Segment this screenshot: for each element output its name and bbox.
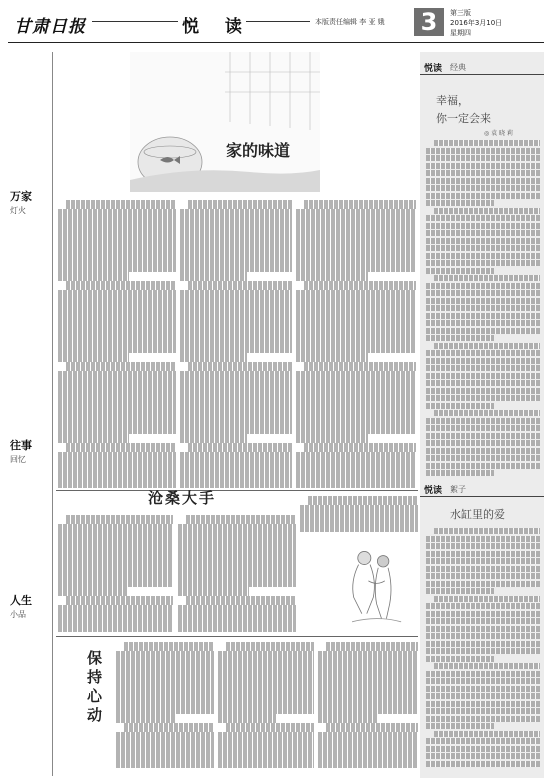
body-text-line (426, 283, 540, 289)
body-text-line (426, 648, 540, 654)
masthead (0, 0, 550, 46)
body-text-line (296, 371, 416, 380)
body-text-line (296, 470, 416, 479)
body-text-line (178, 623, 296, 632)
body-text-line (426, 566, 540, 572)
right-banner-rule (420, 496, 544, 497)
edition-info (450, 8, 502, 38)
issue-date: 2016年3月10日 (450, 19, 503, 27)
right-article-2-title: 水缸里的爱 (450, 508, 505, 521)
body-text-line (180, 425, 292, 434)
body-text-line (66, 596, 173, 605)
body-text-line (116, 732, 214, 741)
body-text-line (300, 523, 418, 532)
section-label-wangshi (10, 437, 50, 465)
body-text-line (426, 290, 540, 296)
article-divider-1 (56, 490, 418, 491)
body-text-line (426, 753, 540, 759)
section-label-sub: 小品 (10, 610, 26, 619)
section-label-sub: 回忆 (10, 455, 26, 464)
right-banner-tag: 悦读 (424, 486, 443, 496)
body-text-line (426, 253, 540, 259)
body-text-line (296, 425, 416, 434)
body-text-line (180, 353, 247, 362)
body-text-line (434, 140, 540, 146)
body-text-line (296, 452, 416, 461)
body-text-line (318, 741, 418, 750)
body-text-line (318, 732, 418, 741)
body-text-line (124, 723, 214, 732)
body-text-line (180, 236, 292, 245)
body-text-line (218, 741, 314, 750)
body-text-line (426, 305, 540, 311)
body-text-line (188, 443, 292, 452)
body-text-line (426, 558, 540, 564)
body-text-line (180, 317, 292, 326)
body-text-line (318, 696, 418, 705)
body-text-line (426, 238, 540, 244)
main-article-title: 家的味道 (226, 141, 291, 160)
body-text-line (434, 596, 540, 602)
body-text-line (58, 227, 176, 236)
page-number-badge: 3 (414, 8, 444, 36)
body-text-line (434, 663, 540, 669)
right-article-1-title-line2: 你一定会来 (436, 112, 491, 125)
body-text-line (58, 425, 176, 434)
body-text-line (218, 687, 314, 696)
third-article-title-text: 保持心动 (85, 650, 103, 726)
body-text-line (426, 448, 540, 454)
body-text-line (58, 209, 176, 218)
body-text-line (58, 578, 173, 587)
body-text-line (180, 326, 292, 335)
body-text-line (318, 705, 418, 714)
body-text-line (426, 701, 540, 707)
body-text-line (58, 317, 176, 326)
body-text-line (434, 343, 540, 349)
body-text-line (178, 614, 296, 623)
body-text-line (58, 551, 173, 560)
body-text-line (308, 496, 418, 505)
body-text-line (296, 254, 416, 263)
body-text-line (304, 362, 416, 371)
body-text-line (180, 398, 292, 407)
body-text-line (124, 642, 214, 651)
body-text-line (426, 716, 540, 722)
body-text-line (426, 761, 540, 767)
body-text-line (58, 353, 129, 362)
issue-weekday: 星期四 (450, 29, 471, 37)
body-text-line (116, 669, 214, 678)
body-text-line (426, 455, 540, 461)
body-text-line (178, 524, 296, 533)
article-divider-2 (56, 636, 418, 637)
body-text-line (426, 470, 494, 476)
body-text-line (180, 470, 292, 479)
section-label-cn: 往事 (10, 439, 32, 452)
body-text-line (186, 596, 296, 605)
body-text-line (426, 298, 540, 304)
body-text-line (178, 551, 296, 560)
body-text-line (58, 299, 176, 308)
edition-label: 第三版 (450, 9, 471, 17)
section-title: 悦 读 (182, 17, 252, 37)
body-text-line (218, 660, 314, 669)
body-text-line (426, 440, 540, 446)
body-text-line (180, 371, 292, 380)
body-text-line (426, 320, 540, 326)
body-text-line (180, 461, 292, 470)
body-text-line (326, 723, 418, 732)
body-text-line (178, 605, 296, 614)
body-text-line (58, 533, 173, 542)
body-text-line (426, 633, 540, 639)
third-article-col-3 (318, 642, 418, 776)
body-text-line (296, 308, 416, 317)
body-text-line (426, 260, 540, 266)
section-label-cn: 人生 (10, 594, 32, 607)
body-text-line (296, 245, 416, 254)
body-text-line (296, 407, 416, 416)
body-text-line (318, 759, 418, 768)
body-text-line (426, 373, 540, 379)
body-text-line (426, 425, 540, 431)
body-text-line (426, 678, 540, 684)
body-text-line (58, 335, 176, 344)
body-text-line (58, 245, 176, 254)
body-text-line (180, 389, 292, 398)
body-text-line (218, 651, 314, 660)
body-text-line (434, 410, 540, 416)
body-text-line (218, 759, 314, 768)
third-article-title (84, 650, 104, 731)
body-text-line (426, 746, 540, 752)
body-text-line (296, 398, 416, 407)
body-text-line (178, 569, 296, 578)
body-text-line (66, 443, 176, 452)
right-banner-tag: 悦读 (424, 64, 443, 74)
body-text-line (116, 759, 214, 768)
body-text-line (426, 395, 540, 401)
body-text-line (296, 218, 416, 227)
body-text-line (296, 389, 416, 398)
right-article-1-title-line1: 幸福， (436, 94, 469, 107)
body-text-line (296, 236, 416, 245)
right-article-1-author: ◎ 袁 晓 莉 (484, 130, 513, 137)
body-text-line (66, 515, 173, 524)
body-text-line (426, 403, 494, 409)
body-text-line (426, 200, 494, 206)
body-text-line (180, 209, 292, 218)
body-text-line (58, 623, 173, 632)
body-text-line (178, 587, 249, 596)
section-label-sub: 灯火 (10, 206, 26, 215)
body-text-line (180, 254, 292, 263)
body-text-line (58, 398, 176, 407)
body-text-line (116, 660, 214, 669)
body-text-line (58, 236, 176, 245)
body-text-line (296, 209, 416, 218)
body-text-line (318, 651, 418, 660)
body-text-line (188, 200, 292, 209)
section-label-rensheng (10, 592, 50, 620)
body-text-line (426, 335, 494, 341)
body-text-line (58, 470, 176, 479)
third-article-col-2 (218, 642, 314, 776)
right-banner-classic (420, 58, 544, 76)
body-text-line (218, 732, 314, 741)
second-article-col-2 (178, 515, 296, 633)
right-banner-sub: 经典 (450, 63, 466, 72)
body-text-line (58, 560, 173, 569)
body-text-line (178, 533, 296, 542)
second-article-title: 沧桑大手 (148, 489, 217, 507)
body-text-line (426, 708, 540, 714)
body-text-line (426, 365, 540, 371)
body-text-line (434, 731, 540, 737)
body-text-line (116, 687, 214, 696)
body-text-line (304, 281, 416, 290)
body-text-line (426, 245, 540, 251)
body-text-line (58, 272, 129, 281)
body-text-line (218, 696, 314, 705)
body-text-line (116, 705, 214, 714)
body-text-line (296, 416, 416, 425)
body-text-line (180, 380, 292, 389)
body-text-line (58, 416, 176, 425)
right-banner-sub: 絮子 (450, 485, 466, 494)
body-text-line (218, 714, 276, 723)
body-text-line (296, 290, 416, 299)
body-text-line (58, 254, 176, 263)
body-text-line (426, 170, 540, 176)
body-text-line (426, 573, 540, 579)
body-text-line (426, 693, 540, 699)
body-text-line (186, 515, 296, 524)
body-text-line (116, 651, 214, 660)
newspaper-logo: 甘肃日报 (14, 17, 86, 37)
second-article-col-1 (58, 515, 173, 633)
body-text-line (426, 433, 540, 439)
body-text-line (178, 578, 296, 587)
body-text-line (180, 308, 292, 317)
body-text-line (188, 362, 292, 371)
body-text-line (58, 452, 176, 461)
body-text-line (116, 741, 214, 750)
body-text-line (180, 218, 292, 227)
body-text-line (296, 461, 416, 470)
body-text-line (296, 380, 416, 389)
body-text-line (318, 714, 378, 723)
body-text-line (426, 551, 540, 557)
body-text-line (426, 148, 540, 154)
body-text-line (426, 178, 540, 184)
body-text-line (58, 569, 173, 578)
body-text-line (116, 750, 214, 759)
right-banner-xuzi (420, 480, 544, 498)
body-text-line (218, 705, 314, 714)
header-rule-right (246, 21, 310, 22)
body-text-line (180, 290, 292, 299)
body-text-line (66, 362, 176, 371)
body-text-line (116, 714, 175, 723)
body-text-line (426, 723, 494, 729)
body-text-line (180, 407, 292, 416)
body-text-line (426, 230, 540, 236)
left-column-rule (52, 52, 53, 776)
body-text-line (58, 218, 176, 227)
body-text-line (180, 245, 292, 254)
body-text-line (426, 193, 540, 199)
body-text-line (296, 353, 368, 362)
body-text-line (318, 750, 418, 759)
body-text-line (58, 542, 173, 551)
body-text-line (426, 268, 494, 274)
body-text-line (58, 371, 176, 380)
body-text-line (304, 443, 416, 452)
body-text-line (58, 524, 173, 533)
body-text-line (58, 461, 176, 470)
body-text-line (426, 388, 540, 394)
body-text-line (180, 299, 292, 308)
body-text-line (318, 660, 418, 669)
body-text-line (188, 281, 292, 290)
body-text-line (434, 528, 540, 534)
right-article-2-body (426, 528, 540, 774)
body-text-line (296, 344, 416, 353)
body-text-line (326, 642, 418, 651)
body-text-line (426, 618, 540, 624)
body-text-line (426, 603, 540, 609)
main-article-col-2 (180, 200, 292, 490)
body-text-line (296, 272, 368, 281)
body-text-line (300, 505, 418, 514)
elderly-couple-illustration (325, 540, 420, 630)
body-text-line (58, 326, 176, 335)
body-text-line (180, 335, 292, 344)
header-divider (8, 42, 544, 43)
body-text-line (318, 687, 418, 696)
body-text-line (180, 452, 292, 461)
right-article-1-body (426, 140, 540, 478)
body-text-line (426, 463, 540, 469)
body-text-line (426, 686, 540, 692)
body-text-line (58, 407, 176, 416)
body-text-line (116, 678, 214, 687)
body-text-line (58, 290, 176, 299)
body-text-line (58, 614, 173, 623)
body-text-line (180, 434, 247, 443)
body-text-line (426, 626, 540, 632)
body-text-line (296, 299, 416, 308)
body-text-line (58, 587, 127, 596)
body-text-line (426, 581, 540, 587)
body-text-line (426, 641, 540, 647)
body-text-line (58, 380, 176, 389)
body-text-line (178, 542, 296, 551)
body-text-line (426, 155, 540, 161)
body-text-line (296, 326, 416, 335)
body-text-line (66, 281, 176, 290)
main-article-col-3 (296, 200, 416, 490)
body-text-line (58, 344, 176, 353)
body-text-line (304, 200, 416, 209)
body-text-line (434, 208, 540, 214)
body-text-line (434, 275, 540, 281)
body-text-line (426, 656, 494, 662)
body-text-line (226, 723, 314, 732)
body-text-line (426, 543, 540, 549)
main-article-col-1 (58, 200, 176, 490)
body-text-line (180, 416, 292, 425)
body-text-line (426, 588, 494, 594)
goldfish-illustration (130, 52, 320, 192)
body-text-line (218, 750, 314, 759)
body-text-line (426, 313, 540, 319)
body-text-line (296, 335, 416, 344)
right-banner-rule (420, 74, 544, 75)
body-text-line (180, 227, 292, 236)
body-text-line (426, 223, 540, 229)
body-text-line (426, 350, 540, 356)
body-text-line (296, 479, 416, 488)
body-text-line (218, 678, 314, 687)
body-text-line (300, 514, 418, 523)
section-label-cn: 万家 (10, 190, 32, 203)
body-text-line (296, 263, 416, 272)
body-text-line (426, 418, 540, 424)
editor-credit: 本版责任编辑 李 亚 娥 (315, 18, 385, 26)
body-text-line (66, 200, 176, 209)
body-text-line (426, 611, 540, 617)
body-text-line (426, 358, 540, 364)
body-text-line (296, 434, 368, 443)
second-article-col-3 (300, 496, 418, 538)
body-text-line (226, 642, 314, 651)
body-text-line (180, 272, 247, 281)
body-text-line (318, 678, 418, 687)
body-text-line (426, 185, 540, 191)
body-text-line (180, 344, 292, 353)
body-text-line (58, 434, 129, 443)
third-article-col-1 (116, 642, 214, 776)
body-text-line (58, 263, 176, 272)
body-text-line (426, 380, 540, 386)
body-text-line (426, 215, 540, 221)
section-label-wanjia (10, 188, 50, 216)
body-text-line (180, 263, 292, 272)
body-text-line (58, 308, 176, 317)
body-text-line (426, 536, 540, 542)
body-text-line (218, 669, 314, 678)
body-text-line (426, 328, 540, 334)
body-text-line (318, 669, 418, 678)
body-text-line (178, 560, 296, 569)
body-text-line (296, 227, 416, 236)
body-text-line (296, 317, 416, 326)
body-text-line (58, 605, 173, 614)
body-text-line (58, 389, 176, 398)
body-text-line (116, 696, 214, 705)
body-text-line (426, 163, 540, 169)
header-rule-left (92, 21, 178, 22)
body-text-line (426, 671, 540, 677)
body-text-line (426, 738, 540, 744)
